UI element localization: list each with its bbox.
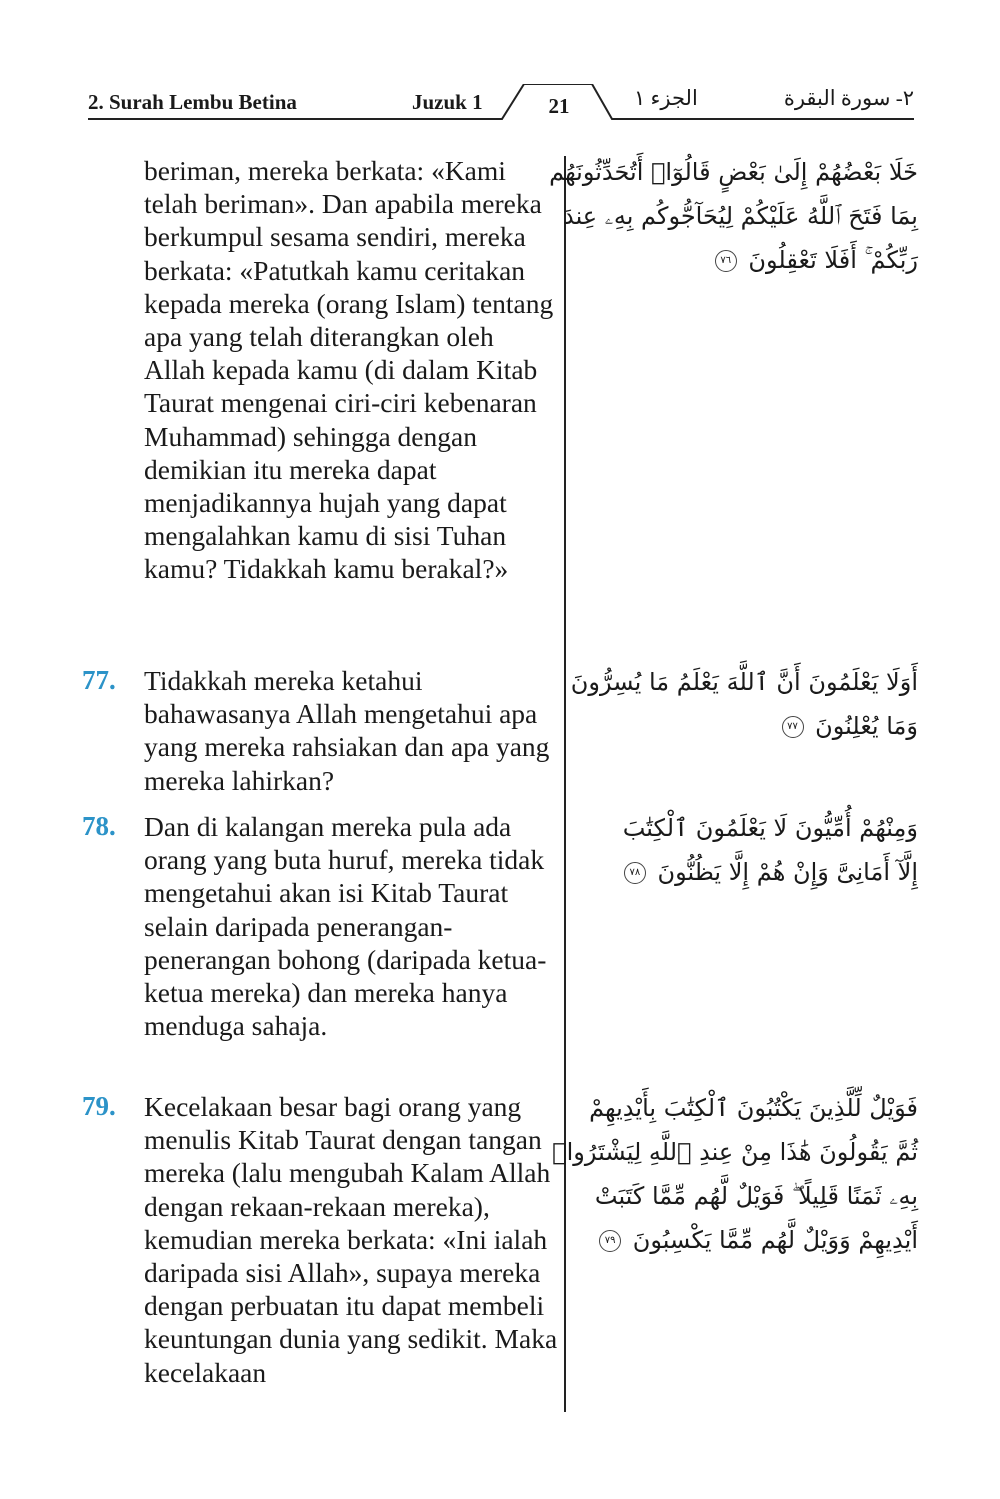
verse-end-marker: ٧٩ [599,1230,621,1252]
arabic-line: ثُمَّ يَقُولُونَ هَٰذَا مِنْ عِندِ ٱللَّهِ لِيَشْتَرُوا۟ [552,1138,918,1166]
arabic-line: خَلَا بَعْضُهُمْ إِلَىٰ بَعْضٍ قَالُوٓا۟ أَتُحَدِّثُونَهُم [549,158,918,186]
juz-label: Juzuk 1 [412,90,483,114]
surah-title-arabic: ٢- سورة البقرة [783,86,914,110]
juz-label-arabic: الجزء ١ [634,86,698,110]
arabic-text: رَبِّكُمْ ۚ أَفَلَا تَعْقِلُونَ [748,246,918,274]
verse-78-arabic [592,806,918,894]
surah-title: 2. Surah Lembu Betina [88,90,297,114]
arabic-line [592,704,918,748]
arabic-text: إِلَّآ أَمَانِىَّ وَإِنْ هُمْ إِلَّا يَظُنُّونَ [657,858,918,886]
translation-text: beriman, mereka berkata: «Kami telah beriman». Dan apabila mereka berkumpul sesama sendiri, mereka berkata: «Patutkah kamu ceritakan kepada mereka (orang Islam) tentang apa yang telah diterangkan oleh Allah kepada kamu (di dalam Kitab Taurat mengenai ciri-ciri kebenaran Muhammad) sehingga dengan demikian itu mereka dapat menjadikannya hujah yang dapat mengalahkan kamu di sisi Tuhan kamu? Tidakkah kamu berakal?» [144,155,554,585]
verse-number: 79. [82,1091,116,1121]
verse-number: 78. [82,811,116,841]
verse-79-arabic [552,1086,918,1262]
arabic-line [592,850,918,894]
page-header [88,84,914,124]
verse-end-marker: ٧٦ [715,250,737,272]
column-divider [564,156,566,1412]
arabic-line: بِهِۦ ثَمَنًا قَلِيلًا ۖ فَوَيْلٌ لَّهُم مِّمَّا كَتَبَتْ [594,1182,918,1210]
verse-77-arabic [570,660,918,748]
arabic-line [592,1218,918,1262]
verse-end-marker: ٧٨ [624,862,646,884]
verse-end-marker: ٧٧ [782,716,804,738]
verse-number: 77. [82,665,116,695]
arabic-line: وَمِنْهُمْ أُمِّيُّونَ لَا يَعْلَمُونَ ٱلْكِتَٰبَ [622,814,918,842]
arabic-continuation [549,150,918,282]
arabic-text: أَيْدِيهِمْ وَوَيْلٌ لَّهُم مِّمَّا يَكْسِبُونَ [632,1226,918,1254]
page-number: 21 [548,94,570,118]
translation-text: Tidakkah mereka ketahui bahawasanya Allah mengetahui apa yang mereka rahsiakan dan apa yang mereka lahirkan? [144,665,550,796]
translation-text: Kecelakaan besar bagi orang yang menulis Kitab Taurat dengan tangan mereka (lalu mengubah Kalam Allah dengan rekaan-rekaan mereka), kemudian mereka berkata: «Ini ialah daripada sisi Allah», supaya mereka dengan perbuatan itu dapat membeli keuntungan dunia yang sedikit. Maka kecelakaan [144,1091,558,1388]
arabic-text: وَمَا يُعْلِنُونَ [815,712,918,740]
arabic-line [592,238,918,282]
arabic-line: أَوَلَا يَعْلَمُونَ أَنَّ ٱللَّهَ يَعْلَمُ مَا يُسِرُّونَ [570,668,918,696]
translation-text: Dan di kalangan mereka pula ada orang yang buta huruf, mereka tidak mengetahui akan isi Kitab Taurat selain daripada penerangan-penerangan bohong (daripada ketua-ketua mereka) dan mereka hanya menduga sahaja. [144,811,547,1042]
arabic-line: بِمَا فَتَحَ ٱللَّهُ عَلَيْكُمْ لِيُحَآجُّوكُم بِهِۦ عِندَ [562,202,918,230]
arabic-line: فَوَيْلٌ لِّلَّذِينَ يَكْتُبُونَ ٱلْكِتَٰبَ بِأَيْدِيهِمْ [589,1094,918,1122]
